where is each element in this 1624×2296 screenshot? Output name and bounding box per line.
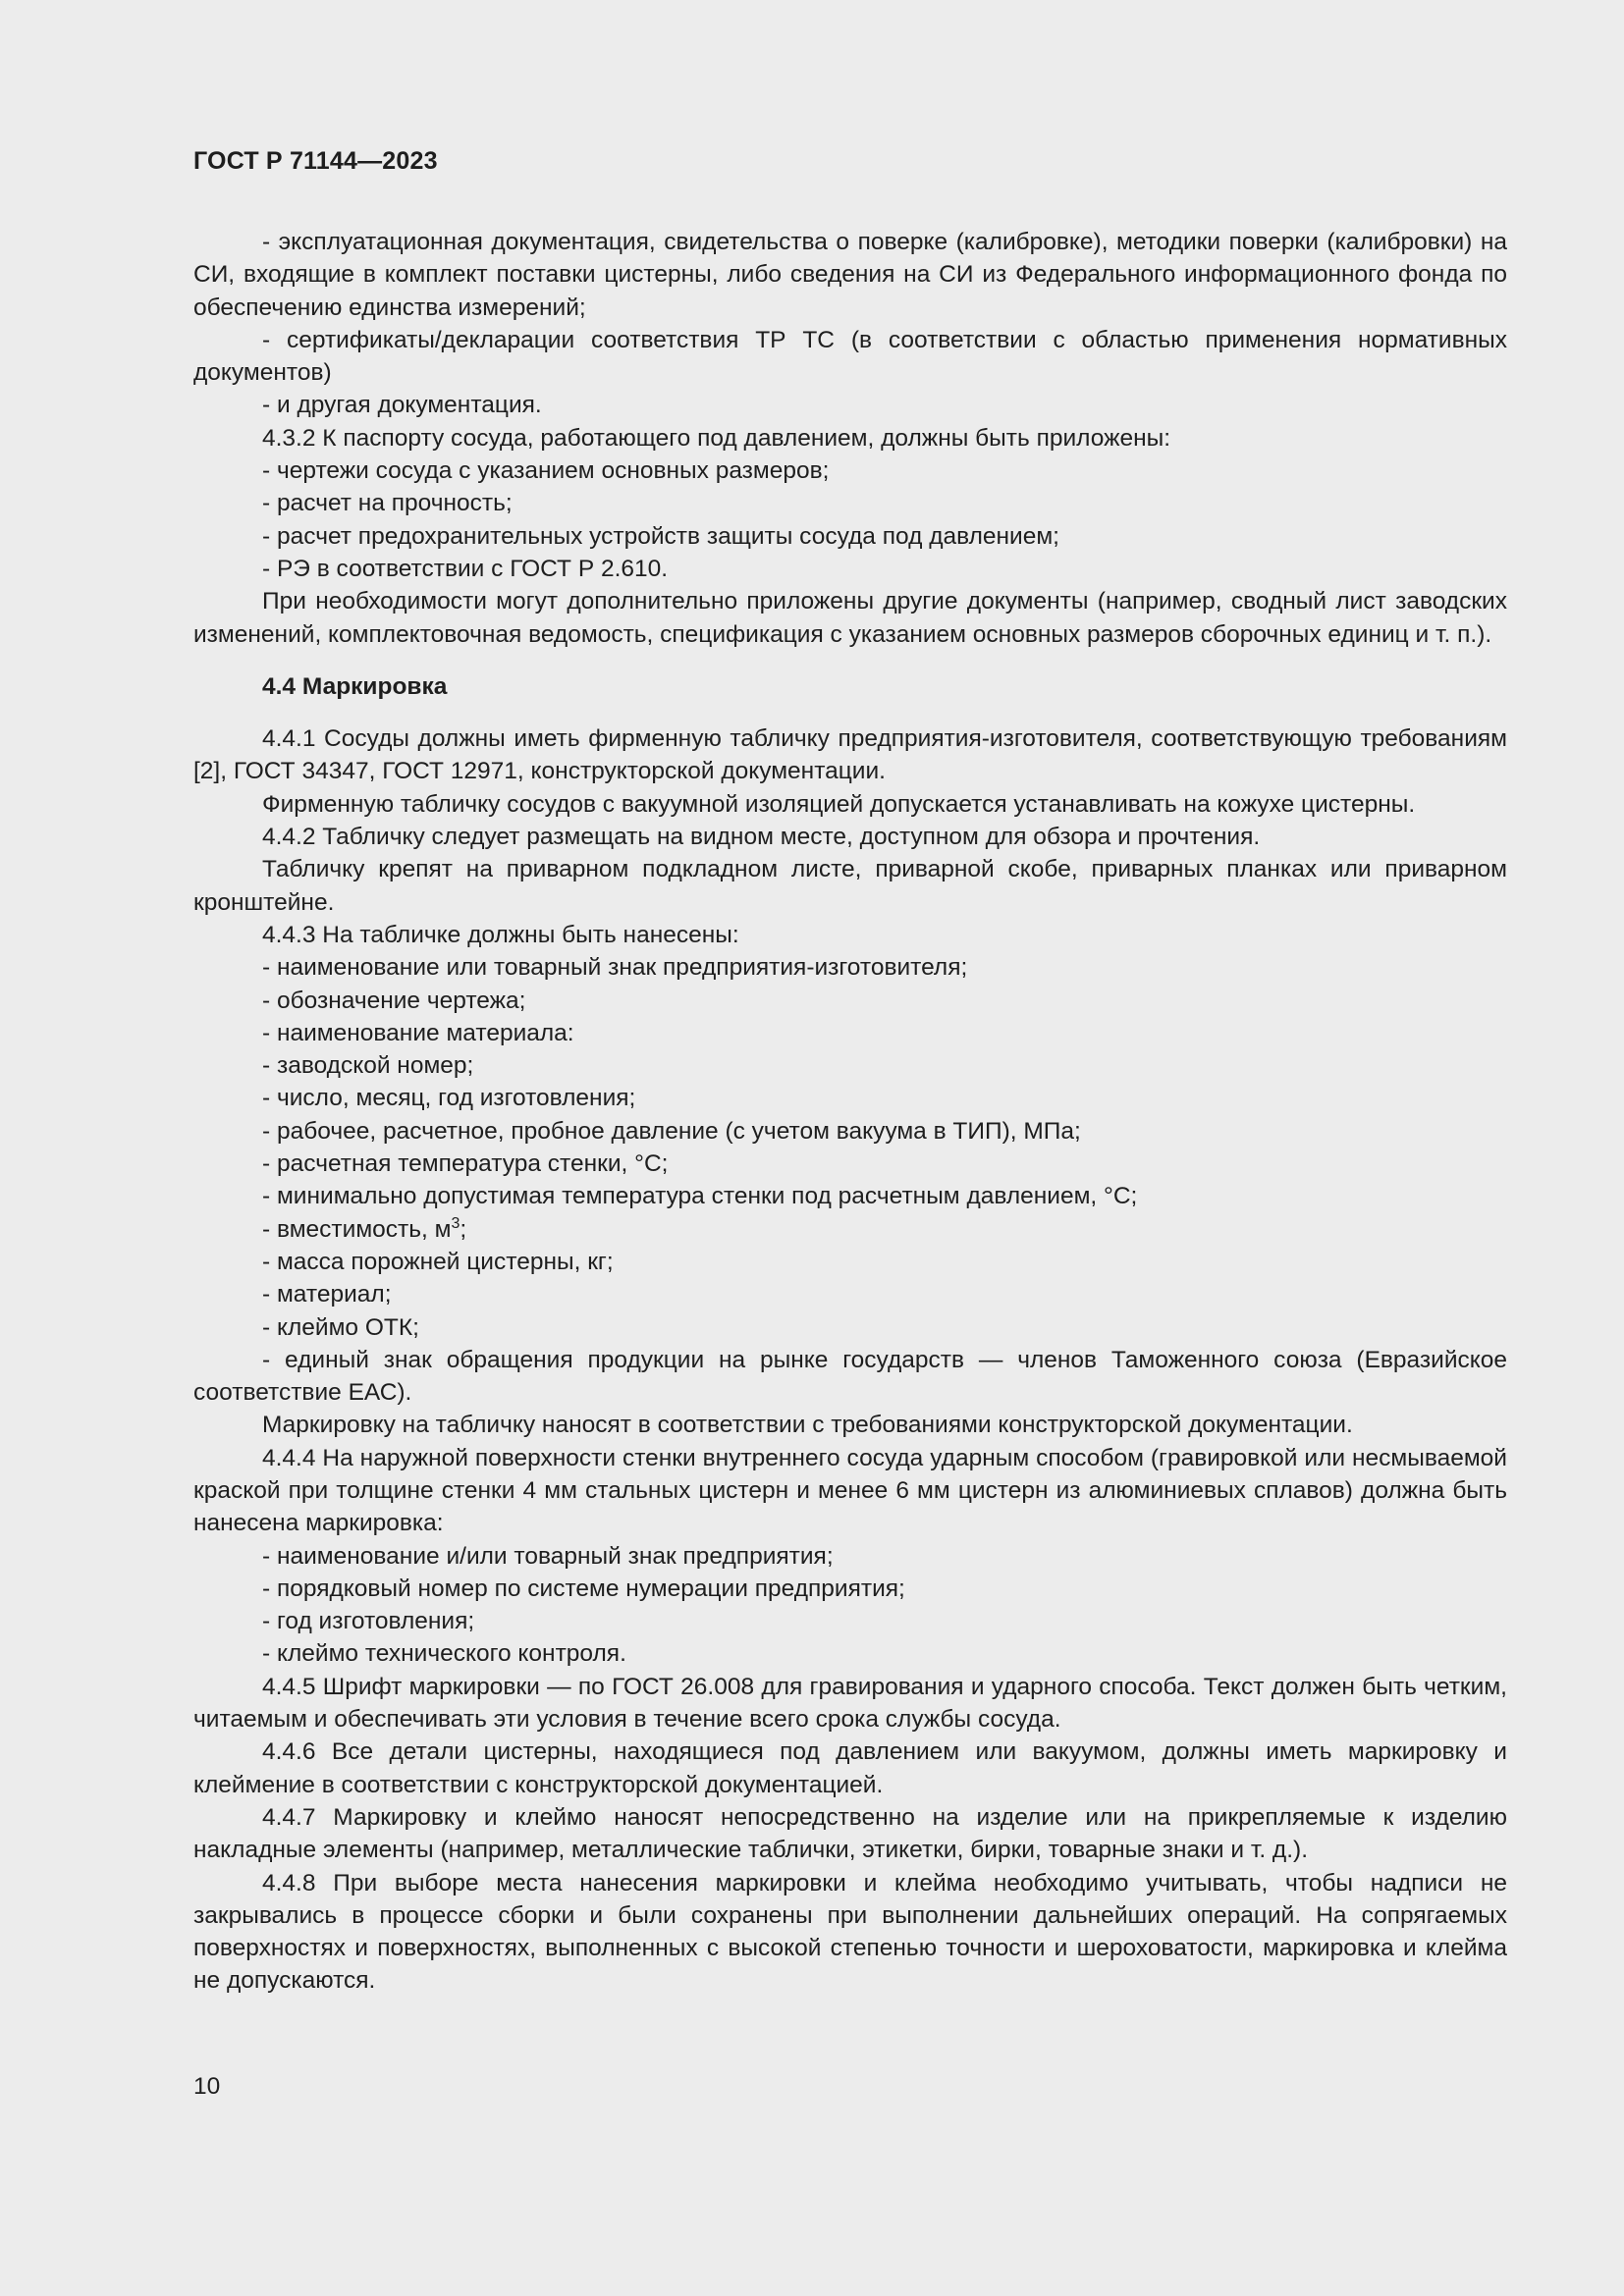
- paragraph: 4.4.5 Шрифт маркировки — по ГОСТ 26.008 для гравирования и ударного способа. Текст должен быть четким, читаемым и обеспечивать эти условия в течение всего срока службы сосуда.: [193, 1673, 1507, 1734]
- paragraph: 4.3.2 К паспорту сосуда, работающего под давлением, должны быть приложены:: [262, 424, 1171, 452]
- paragraph-group-marking-rules: [193, 1246, 1507, 1998]
- paragraph: - клеймо ОТК;: [262, 1313, 419, 1341]
- paragraph: - РЭ в соответствии с ГОСТ Р 2.610.: [262, 555, 669, 582]
- paragraph: - минимально допустимая температура стенки под расчетным давлением, °С;: [262, 1183, 1138, 1210]
- paragraph: 4.4.6 Все детали цистерны, находящиеся под давлением или вакуумом, должны иметь маркировку и клеймение в соответствии с конструкторской документацией.: [193, 1738, 1507, 1798]
- paragraph: Маркировку на табличку наносят в соответствии с требованиями конструкторской документации.: [262, 1412, 1353, 1439]
- paragraph: - расчетная температура стенки, °С;: [262, 1150, 669, 1178]
- paragraph: Табличку крепят на приварном подкладном листе, приварной скобе, приварных планках или приварном кронштейне.: [193, 856, 1507, 916]
- paragraph: - наименование материала:: [262, 1019, 574, 1046]
- paragraph: - число, месяц, год изготовления;: [262, 1085, 636, 1112]
- paragraph: - масса порожней цистерны, кг;: [262, 1248, 614, 1275]
- section-heading-marking: 4.4 Маркировка: [262, 672, 448, 700]
- paragraph: - обозначение чертежа;: [262, 987, 526, 1014]
- paragraph: - эксплуатационная документация, свидетельства о поверке (калибровке), методики поверки (калибровки) на СИ, входящие в комплект поставки цистерны, либо сведения на СИ из Федерального информационного фонда по обеспечению единства измерений;: [193, 229, 1507, 321]
- paragraph: 4.4.2 Табличку следует размещать на видном месте, доступном для обзора и прочтения.: [262, 824, 1261, 851]
- paragraph-group-marking-plate: [193, 722, 1507, 1212]
- page-number: 10: [193, 2073, 221, 2100]
- paragraph: - наименование и/или товарный знак предприятия;: [262, 1542, 834, 1570]
- paragraph-group-passport: [193, 226, 1507, 651]
- paragraph: Фирменную табличку сосудов с вакуумной изоляцией допускается устанавливать на кожухе цистерны.: [262, 790, 1416, 818]
- paragraph: - порядковый номер по системе нумерации предприятия;: [262, 1575, 905, 1602]
- paragraph: 4.4.3 На табличке должны быть нанесены:: [262, 921, 739, 948]
- paragraph: 4.4.4 На наружной поверхности стенки внутреннего сосуда ударным способом (гравировкой или несмываемой краской при толщине стенки 4 мм стальных цистерн и менее 6 мм цистерн из алюминиевых сплавов) должна быть нанесена маркировка:: [193, 1444, 1507, 1537]
- paragraph: - рабочее, расчетное, пробное давление (с учетом вакуума в ТИП), МПа;: [262, 1117, 1081, 1145]
- document-body: [193, 226, 1507, 1998]
- paragraph: - год изготовления;: [262, 1608, 475, 1635]
- paragraph: 4.4.7 Маркировку и клеймо наносят непосредственно на изделие или на прикрепляемые к изделию накладные элементы (например, металлические таблички, этикетки, бирки, товарные знаки и т. д.).: [193, 1803, 1507, 1864]
- paragraph: 4.4.1 Сосуды должны иметь фирменную табличку предприятия-изготовителя, соответствующую требованиям [2], ГОСТ 34347, ГОСТ 12971, конструкторской документации.: [193, 725, 1507, 785]
- list-item-volume: - вместимость, $м^3$;: [262, 1214, 467, 1243]
- paragraph: - заводской номер;: [262, 1052, 474, 1080]
- paragraph: - материал;: [262, 1281, 392, 1308]
- paragraph: - наименование или товарный знак предприятия-изготовителя;: [262, 954, 968, 982]
- superscript-3: 3: [451, 1214, 460, 1232]
- paragraph: 4.4.8 При выборе места нанесения маркировки и клейма необходимо учитывать, чтобы надписи не закрывались в процессе сборки и были сохранены при выполнении дальнейших операций. На сопрягаемых поверхностях и поверхностях, выполненных с высокой степенью точности и шероховатости, маркировка и клейма не допускаются.: [193, 1869, 1507, 1995]
- paragraph: - чертежи сосуда с указанием основных размеров;: [262, 457, 830, 485]
- document-header: ГОСТ Р 71144—2023: [193, 147, 438, 175]
- paragraph: - и другая документация.: [262, 392, 542, 419]
- paragraph: - расчет на прочность;: [262, 490, 513, 517]
- paragraph: - сертификаты/декларации соответствия ТР ТС (в соответствии с областью применения нормативных документов): [193, 326, 1507, 387]
- document-page: [193, 0, 1507, 2296]
- paragraph: При необходимости могут дополнительно приложены другие документы (например, сводный лист заводских изменений, комплектовочная ведомость, спецификация с указанием основных размеров сборочных единиц и т. п.).: [193, 588, 1507, 648]
- paragraph: - клеймо технического контроля.: [262, 1640, 626, 1668]
- paragraph: - единый знак обращения продукции на рынке государств — членов Таможенного союза (Евразийское соответствие ЕАС).: [193, 1346, 1507, 1407]
- paragraph: - расчет предохранительных устройств защиты сосуда под давлением;: [262, 522, 1059, 550]
